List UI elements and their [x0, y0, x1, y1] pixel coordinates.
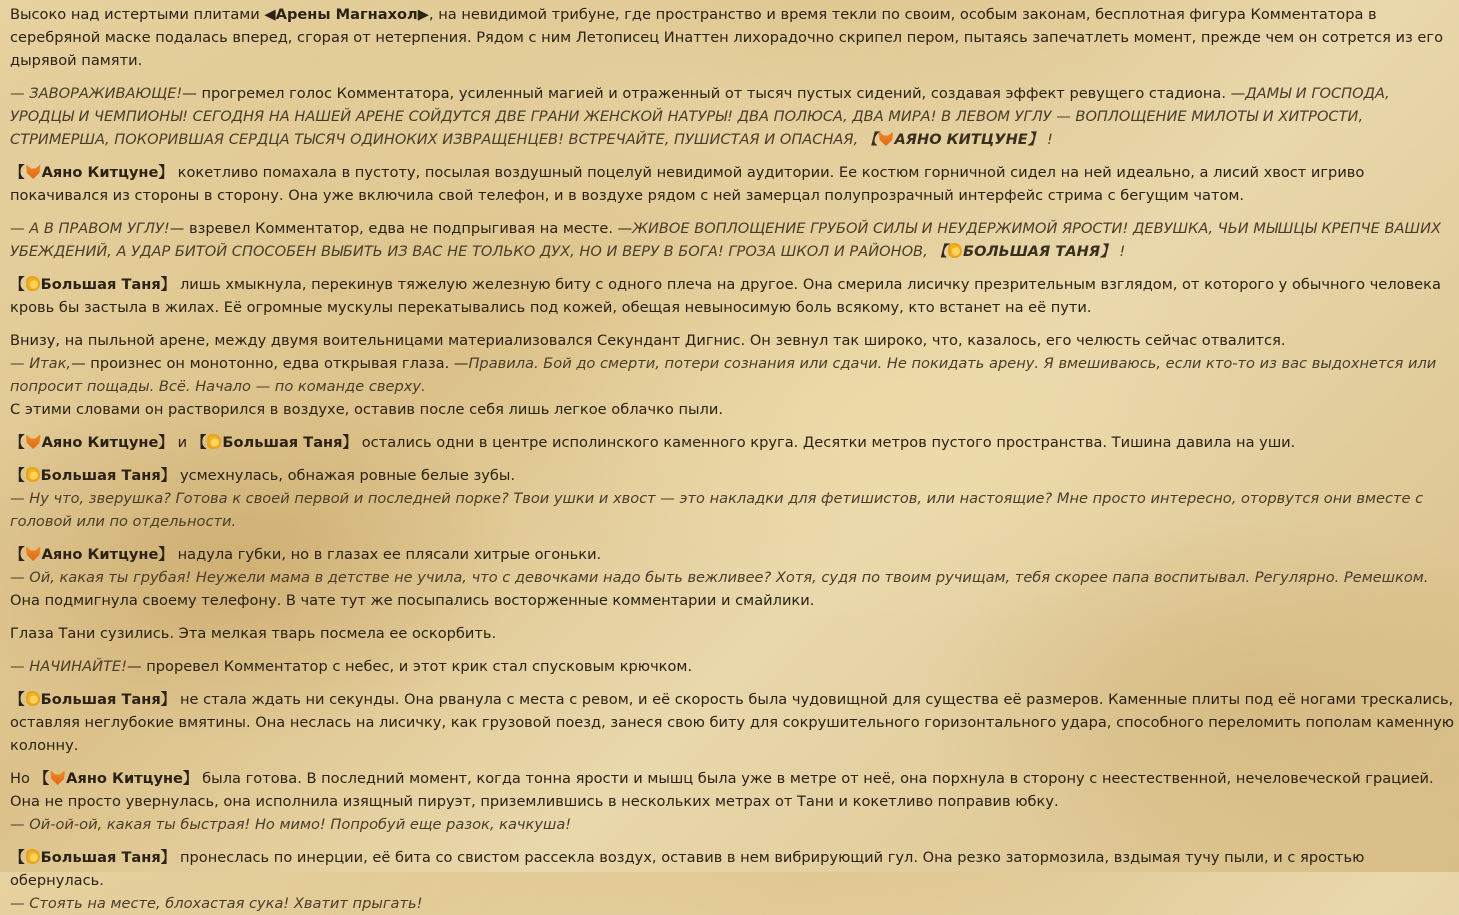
- tanya-name-tag: 【 Большая Таня】: [10, 467, 176, 484]
- fox-name-tag: 【 Аяно Китцуне】: [10, 434, 173, 451]
- tanya-caps-tag: 【 БОЛЬШАЯ ТАНЯ】: [932, 243, 1115, 260]
- flexed-biceps-icon: [26, 276, 40, 291]
- paragraph-fox-wave: 【 Аяно Китцуне】 кокетливо помахала в пустоту, посылая воздушный поцелуй невидимой аудитории. Ее костюм горничной сидел на ней идеально, а лисий хвост игриво покачивался из стороны в сторону. Она уже включила свой телефон, и в воздухе рядом с ней замерцал полупрозрачный интерфейс стрима с бегущим чатом.: [10, 164, 1365, 204]
- paragraph-intro: Высоко над истертыми плитами ◀Арены Магнахол▶, на невидимой трибуне, где пространство и время текли по своим, особым законам, бесплотная фигура Комментатора в серебряной маске подалась вперед, сгорая от нетерпения. Рядом с ним Летописец Инаттен лихорадочно скрипел пером, пытаясь запечатлеть момент, прежде чем он сотрется из его дырявой памяти.: [10, 6, 1444, 69]
- paragraph-commentator-intro-fox: — ЗАВОРАЖИВАЮЩЕ!— прогремел голос Комментатора, усиленный магией и отраженный от тысяч пустых сидений, создавая эффект ревущего стадиона. —ДАМЫ И ГОСПОДА, УРОДЦЫ И ЧЕМПИОНЫ! СЕГОДНЯ НА НАШЕЙ АРЕНЕ СОЙДУТСЯ ДВЕ ГРАНИ ЖЕНСКОЙ НАТУРЫ! ДВА ПОЛЮСА, ДВА МИРА! В ЛЕВОМ УГЛУ — ВОПЛОЩЕНИЕ МИЛОТЫ И ХИТРОСТИ, СТРИМЕРША, ПОКОРИВШАЯ СЕРДЦА ТЫСЯЧ ОДИНОКИХ ИЗВРАЩЕНЦЕВ! ВСТРЕЧАЙТЕ, ПУШИСТАЯ И ОПАСНАЯ, 【 АЯНО КИТЦУНЕ】 !: [10, 85, 1390, 148]
- paragraph-tanya-charge: 【 Большая Таня】 не стала ждать ни секунды. Она рванула с места с ревом, и её скорость была чудовищной для существа её размеров. Каменные плиты под её ногами трескались, оставляя неглубокие вмятины. Она неслась на лисичку, как грузовой поезд, занеся свою биту для сокрушительного горизонтального удара, способного переломить пополам каменную колонну.: [10, 691, 1455, 754]
- tanya-name-tag: 【 Большая Таня】: [191, 434, 358, 451]
- paragraph-tanya-turn: 【 Большая Таня】 пронеслась по инерции, её бита со свистом рассекла воздух, оставив в нем вибрирующий гул. Она резко затормозила, вздымая тучу пыли, и с яростью обернулась. — Стоять на месте, блохастая сука! Хватит прыгать!: [10, 849, 1365, 912]
- paragraph-tanya-smirk: 【 Большая Таня】 лишь хмыкнула, перекинув тяжелую железную биту с одного плеча на другое. Она смерила лисичку презрительным взглядом, от которого у обычного человека кровь бы застыла в жилах. Её огромные мускулы перекатывались под кожей, обещая невыносимую боль всякому, кто встанет на её пути.: [10, 276, 1441, 316]
- fox-face-icon: [26, 164, 41, 179]
- fox-face-icon: [26, 434, 41, 449]
- paragraph-fox-reply: 【 Аяно Китцуне】 надула губки, но в глазах ее плясали хитрые огоньки. — Ой, какая ты грубая! Неужели мама в детстве не учила, что с девочками надо быть вежливее? Хотя, судя по твоим ручищам, тебя скорее папа воспитывал. Регулярно. Ремешком. Она подмигнула своему телефону. В чате тут же посыпались восторженные комментарии и смайлики.: [10, 546, 1429, 609]
- flexed-biceps-icon: [26, 467, 40, 482]
- tanya-name-tag: 【 Большая Таня】: [10, 849, 176, 866]
- fox-face-icon: [50, 770, 65, 785]
- flexed-biceps-icon: [207, 434, 221, 449]
- paragraph-start: — НАЧИНАЙТЕ!— проревел Комментатор с небес, и этот крик стал спусковым крючком.: [10, 658, 693, 675]
- tanya-name-tag: 【 Большая Таня】: [10, 276, 176, 293]
- paragraph-tanya-eyes: Глаза Тани сузились. Эта мелкая тварь посмела ее оскорбить.: [10, 625, 497, 642]
- story-document: [10, 3, 1456, 915]
- fox-name-tag: 【 Аяно Китцуне】: [10, 546, 173, 563]
- tanya-name-tag: 【 Большая Таня】: [10, 691, 176, 708]
- fox-face-icon: [26, 546, 41, 561]
- flexed-biceps-icon: [26, 849, 40, 864]
- arena-name: ◀Арены Магнахол▶: [264, 6, 429, 23]
- fox-name-tag: 【 Аяно Китцуне】: [10, 164, 173, 181]
- flexed-biceps-icon: [26, 691, 40, 706]
- paragraph-second-dignis: Внизу, на пыльной арене, между двумя воительницами материализовался Секундант Дигнис. Он зевнул так широко, что, казалось, его челюсть сейчас отвалится. — Итак,— произнес он монотонно, едва открывая глаза. —Правила. Бой до смерти, потери сознания или сдачи. Не покидать арену. Я вмешиваюсь, если кто-то из вас выдохнется или попросит пощады. Всё. Начало — по команде сверху. С этими словами он растворился в воздухе, оставив после себя лишь легкое облачко пыли.: [10, 332, 1437, 418]
- paragraph-tanya-taunt: 【 Большая Таня】 усмехнулась, обнажая ровные белые зубы. — Ну что, зверушка? Готова к своей первой и последней порке? Твои ушки и хвост — это накладки для фетишистов, или настоящие? Мне просто интересно, оторвутся они вместе с головой или по отдельности.: [10, 467, 1424, 530]
- fox-name-tag: 【 Аяно Китцуне】: [34, 770, 198, 787]
- fox-face-icon: [878, 131, 893, 146]
- paragraph-alone-in-circle: 【 Аяно Китцуне】 и 【 Большая Таня】 остались одни в центре исполинского каменного круга. Десятки метров пустого пространства. Тишина давила на уши.: [10, 434, 1296, 451]
- flexed-biceps-icon: [948, 243, 962, 258]
- fox-caps-tag: 【 АЯНО КИТЦУНЕ】: [862, 131, 1043, 148]
- paragraph-commentator-intro-tanya: — А В ПРАВОМ УГЛУ!— взревел Комментатор, едва не подпрыгивая на месте. —ЖИВОЕ ВОПЛОЩЕНИЕ ГРУБОЙ СИЛЫ И НЕУДЕРЖИМОЙ ЯРОСТИ! ДЕВУШКА, ЧЬИ МЫШЦЫ КРЕПЧЕ ВАШИХ УБЕЖДЕНИЙ, А УДАР БИТОЙ СПОСОБЕН ВЫБИТЬ ИЗ ВАС НЕ ТОЛЬКО ДУХ, НО И ВЕРУ В БОГА! ГРОЗА ШКОЛ И РАЙОНОВ, 【 БОЛЬШАЯ ТАНЯ】 !: [10, 220, 1442, 260]
- paragraph-fox-dodge: Но 【 Аяно Китцуне】 была готова. В последний момент, когда тонна ярости и мышц была уже в метре от неё, она порхнула в сторону с неестественной, нечеловеческой грацией. Она не просто увернулась, она исполнила изящный пируэт, приземлившись в нескольких метрах от Тани и кокетливо поправив юбку. — Ой-ой-ой, какая ты быстрая! Но мимо! Попробуй еще разок, качкуша!: [10, 770, 1434, 833]
